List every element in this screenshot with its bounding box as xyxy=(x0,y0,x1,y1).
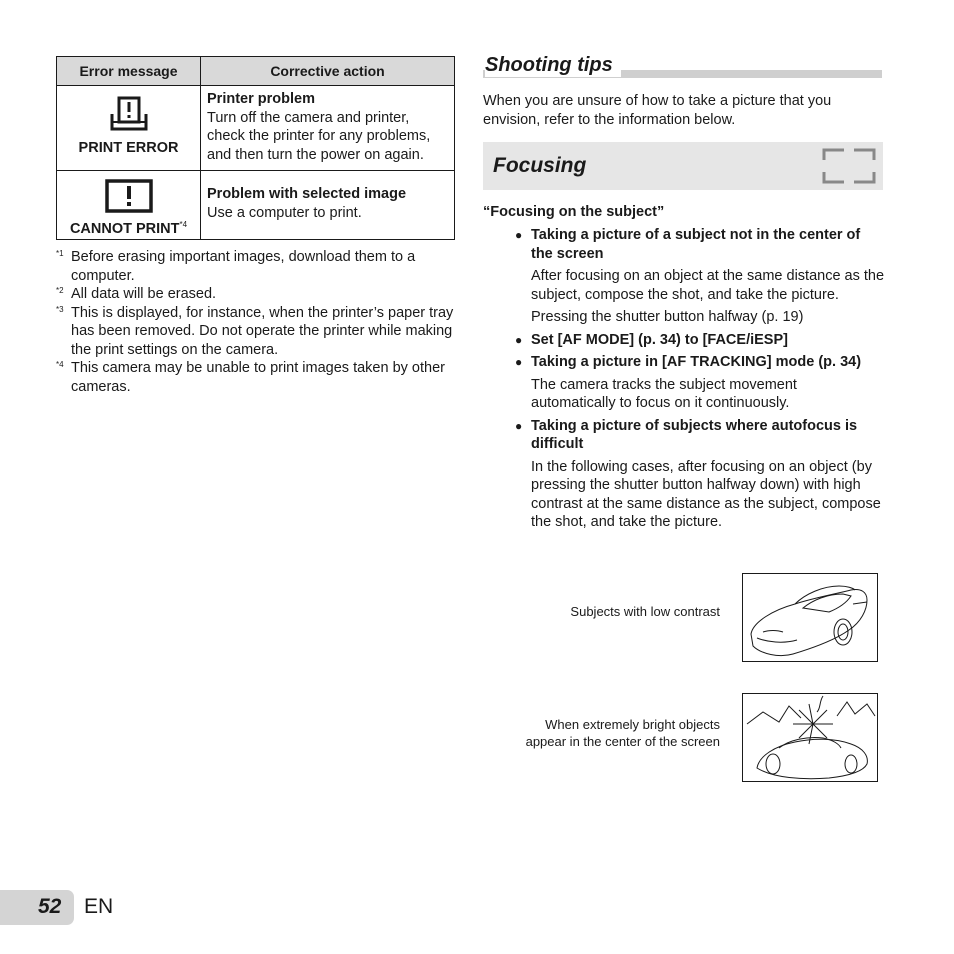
list-item: ● Taking a picture in [AF TRACKING] mode (p. 34) xyxy=(515,354,862,370)
printer-error-icon xyxy=(109,96,149,132)
list-item: ● Set [AF MODE] (p. 34) to [FACE/iESP] xyxy=(515,331,788,348)
header-corrective-action: Corrective action xyxy=(201,57,455,86)
action-text: Use a computer to print. xyxy=(207,204,362,221)
list-item: ● Taking a picture of a subject not in the center of the screen xyxy=(515,227,861,262)
focusing-banner xyxy=(483,142,883,190)
list-item-body: Pressing the shutter button halfway (p. 19) xyxy=(531,309,804,325)
footnote: *4 This camera may be unable to print images taken by other cameras. xyxy=(56,360,445,395)
illustration-caption: Subjects with low contrast xyxy=(570,604,720,619)
page-language: EN xyxy=(84,895,114,918)
illustration-caption: When extremely bright objects appear in the center of the screen xyxy=(525,717,720,749)
af-frame-icon xyxy=(822,148,876,184)
page-number-tab xyxy=(0,890,74,925)
header-error-message: Error message xyxy=(57,57,201,86)
footnotes xyxy=(56,248,460,396)
error-table xyxy=(56,56,455,240)
print-error-label: PRINT ERROR xyxy=(78,140,179,156)
focusing-title: Focusing xyxy=(493,154,587,177)
illustration-low-contrast xyxy=(483,573,883,663)
page-number: 52 xyxy=(38,895,62,918)
car-bright-light-illustration xyxy=(742,693,878,782)
illustration-bright-center xyxy=(483,693,883,783)
list-item: ● Taking a picture of subjects where autofocus is difficult xyxy=(515,417,858,452)
focusing-subheading: “Focusing on the subject” xyxy=(483,204,665,220)
action-text: Turn off the camera and printer, check the printer for any problems, and then turn the power on again. xyxy=(207,109,431,163)
table-row xyxy=(57,171,455,240)
shooting-tips-intro: When you are unsure of how to take a picture that you envision, refer to the information below. xyxy=(483,93,832,128)
list-item-body: After focusing on an object at the same distance as the subject, compose the shot, and take the picture. xyxy=(531,268,885,303)
car-illustration xyxy=(742,573,878,662)
exclamation-box-icon xyxy=(105,179,153,213)
shooting-tips-heading: Shooting tips xyxy=(483,54,882,78)
table-row xyxy=(57,86,455,171)
cannot-print-label: CANNOT PRINT$^{*4}$ xyxy=(69,220,188,237)
focusing-list xyxy=(515,226,885,536)
footnote: *3 This is displayed, for instance, when the printer’s paper tray has been removed. Do not operate the printer while making the print settings on the camera. xyxy=(56,304,454,358)
list-item-body: The camera tracks the subject movement automatically to focus on it continuously. xyxy=(531,376,797,411)
footnote: *1 Before erasing important images, download them to a computer. xyxy=(56,249,416,284)
action-title: Problem with selected image xyxy=(207,186,407,202)
list-item-body: In the following cases, after focusing on an object (by pressing the shutter button halfway down) with high contrast at the same distance as the subject, compose the shot, and take the picture. xyxy=(531,458,881,530)
action-title: Printer problem xyxy=(207,91,315,107)
footnote: *2 All data will be erased. xyxy=(56,286,217,302)
